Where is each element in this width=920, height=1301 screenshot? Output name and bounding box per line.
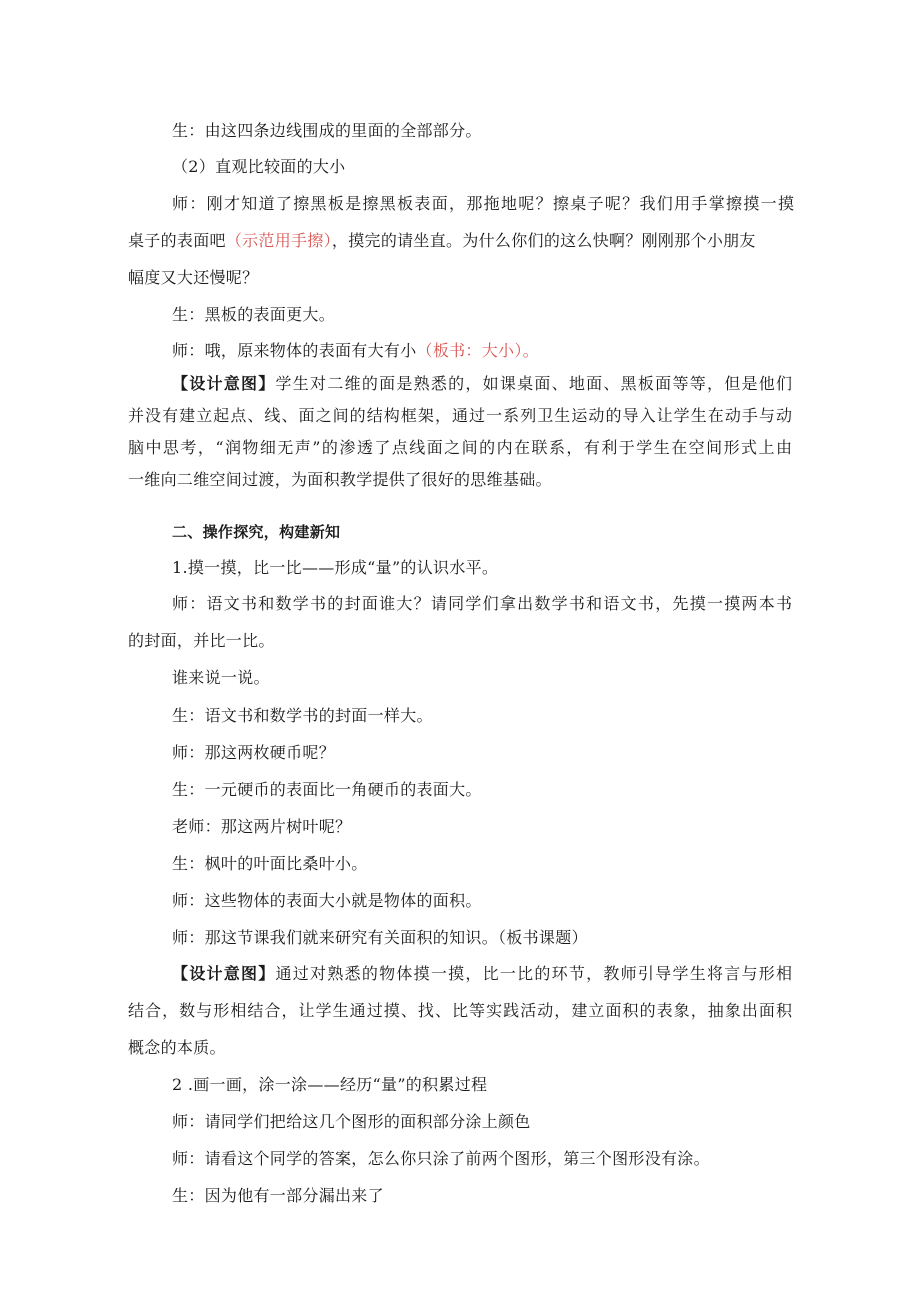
- subsection-title: 2 .画一画，涂一涂——经历“量”的积累过程: [172, 1075, 488, 1094]
- text-run: 桌子的表面吧: [128, 231, 226, 250]
- design-intent-label: 【设计意图】: [172, 374, 276, 393]
- teacher-line: 师：刚才知道了擦黑板是擦黑板表面，那拖地呢？擦桌子呢？我们用手掌擦摸一摸: [172, 194, 794, 213]
- design-intent-line: [172, 374, 792, 394]
- paragraph-line: 谁来说一说。: [172, 668, 270, 687]
- text-run: 学生对二维的面是熟悉的，如课桌面、地面、黑板面等等，但是他们: [275, 374, 792, 393]
- paragraph-line: 脑中思考，“润物细无声”的渗透了点线面之间的内在联系，有利于学生在空间形式上由: [128, 438, 792, 457]
- teacher-line: 师：请同学们把给这几个图形的面积部分涂上颜色: [172, 1112, 531, 1131]
- subsection-title: 1.摸一摸，比一比——形成“量”的认识水平。: [172, 558, 499, 577]
- paragraph-line: 概念的本质。: [128, 1038, 226, 1057]
- student-answer-line: 生：一元硬币的表面比一角硬币的表面大。: [172, 780, 482, 799]
- paragraph-line: 的封面，并比一比。: [128, 631, 275, 650]
- teacher-line: 师：那这两枚硬币呢？: [172, 743, 336, 762]
- student-answer-line: 生：语文书和数学书的封面一样大。: [172, 706, 433, 725]
- design-intent-line: [172, 964, 792, 984]
- student-answer-line: 生：因为他有一部分漏出来了: [172, 1186, 384, 1205]
- text-run: 师：哦，原来物体的表面有大有小: [172, 341, 417, 360]
- board-note: （板书：大小）。: [416, 341, 539, 360]
- paragraph-line: 幅度又大还慢呢？: [128, 268, 259, 287]
- teacher-line: 师：这些物体的表面大小就是物体的面积。: [172, 891, 482, 910]
- teacher-line: 师：语文书和数学书的封面谁大？请同学们拿出数学书和语文书，先摸一摸两本书: [172, 594, 792, 613]
- subsection-title: （2）直观比较面的大小: [172, 157, 346, 176]
- text-run: 通过对熟悉的物体摸一摸，比一比的环节，教师引导学生将言与形相: [275, 964, 792, 983]
- teacher-line: [172, 341, 539, 361]
- teacher-line: 师：那这节课我们就来研究有关面积的知识。（板书课题）: [172, 928, 588, 947]
- paragraph-line: [128, 231, 756, 251]
- paragraph-line: 结合，数与形相结合，让学生通过摸、找、比等实践活动，建立面积的表象，抽象出面积: [128, 1001, 792, 1020]
- design-intent-label: 【设计意图】: [172, 964, 276, 983]
- stage-direction: （示范用手擦）: [225, 231, 332, 250]
- student-answer-line: 生：枫叶的叶面比桑叶小。: [172, 854, 368, 873]
- teacher-line: 老师：那这两片树叶呢？: [172, 817, 352, 836]
- student-answer-line: 生：由这四条边线围成的里面的全部部分。: [172, 121, 482, 140]
- paragraph-line: 一维向二维空间过渡，为面积教学提供了很好的思维基础。: [128, 470, 552, 489]
- text-run: ，摸完的请坐直。为什么你们的这么快啊？刚刚那个小朋友: [331, 231, 756, 250]
- student-answer-line: 生：黑板的表面更大。: [172, 305, 336, 324]
- section-heading: 二、操作探究，构建新知: [172, 523, 341, 541]
- teacher-line: 师：请看这个同学的答案，怎么你只涂了前两个图形，第三个图形没有涂。: [172, 1149, 710, 1168]
- paragraph-line: 并没有建立起点、线、面之间的结构框架，通过一系列卫生运动的导入让学生在动手与动: [128, 406, 792, 425]
